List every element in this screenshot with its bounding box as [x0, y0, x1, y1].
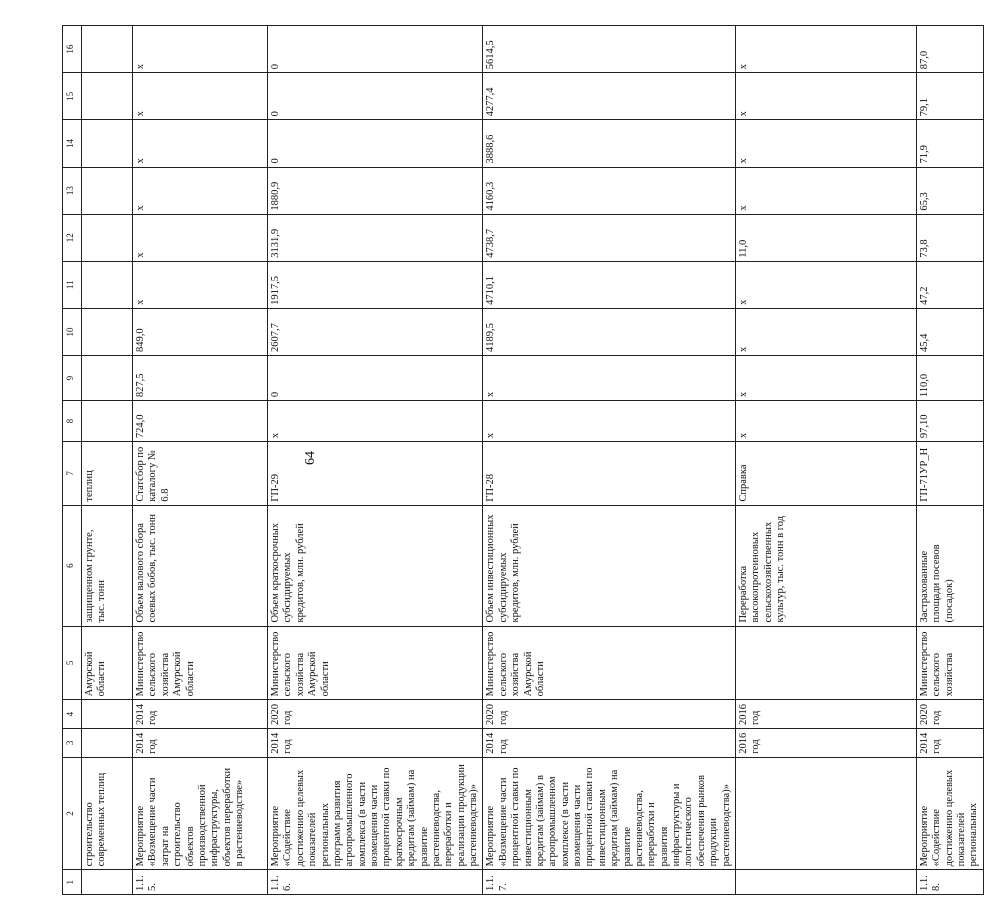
- table-cell: Министерство сельского хозяйства Амурской области: [483, 626, 736, 700]
- table-cell: [82, 73, 133, 120]
- table-cell: 110,0: [916, 356, 983, 401]
- table-cell: Справка: [735, 442, 916, 506]
- table-cell: [735, 870, 916, 895]
- table-cell: 71,9: [916, 120, 983, 167]
- column-header: 11: [63, 261, 82, 308]
- table-cell: Мероприятие «Возмещение части затрат на строительство объектов производственной инфраструктуры, объектов переработки в растениеводстве»: [133, 757, 268, 870]
- table-cell: х: [735, 308, 916, 355]
- table-cell: х: [735, 167, 916, 214]
- table-cell: 827,5: [133, 356, 268, 401]
- rotated-table-wrapper: [62, 25, 980, 895]
- table-cell: Мероприятие «Содействие достижению целевых показателей региональных программ развития агропромышленного комплекса (в части возмещения части процентной ставки по краткосрочным кредитам (займам) на развитие растениеводства, переработки и реализации продукции растениеводства)»: [268, 757, 483, 870]
- table-cell: 0: [268, 26, 483, 73]
- table-body: [82, 26, 984, 895]
- table-cell: 1.1.7.: [483, 870, 736, 895]
- indicators-table: [62, 25, 984, 895]
- table-cell: 2014 год: [133, 729, 268, 758]
- column-header: 4: [63, 700, 82, 729]
- table-cell: 0: [268, 356, 483, 401]
- table-cell: 0: [268, 73, 483, 120]
- table-cell: [82, 729, 133, 758]
- column-header: 9: [63, 356, 82, 401]
- table-cell: х: [133, 120, 268, 167]
- table-cell: х: [735, 401, 916, 442]
- table-cell: 2607,7: [268, 308, 483, 355]
- table-cell: Переработка высокопротеиновых сельскохозяйственных культур, тыс. тонн в год: [735, 505, 916, 626]
- table-cell: 2014 год: [483, 729, 736, 758]
- table-cell: 1880,9: [268, 167, 483, 214]
- column-header: 3: [63, 729, 82, 758]
- column-header: 6: [63, 505, 82, 626]
- table-cell: 1.1.5.: [133, 870, 268, 895]
- table-cell: Министерство сельского хозяйства: [916, 626, 983, 700]
- table-cell: 4160,3: [483, 167, 736, 214]
- table-cell: 97,10: [916, 401, 983, 442]
- table-row: [268, 26, 483, 895]
- table-cell: х: [483, 401, 736, 442]
- table-cell: 73,8: [916, 214, 983, 261]
- table-cell: ГП-71УР_Н: [916, 442, 983, 506]
- table-row: [483, 26, 736, 895]
- table-cell: 2020 год: [916, 700, 983, 729]
- table-cell: строительство современных теплиц: [82, 757, 133, 870]
- table-cell: [735, 757, 916, 870]
- table-cell: 79,1: [916, 73, 983, 120]
- table-row: [133, 26, 268, 895]
- table-cell: 2014 год: [916, 729, 983, 758]
- table-cell: Мероприятие «Содействие достижению целевых показателей региональных: [916, 757, 983, 870]
- table-cell: Объем инвестиционных субсидируемых кредитов, млн. рублей: [483, 505, 736, 626]
- table-cell: 5614,5: [483, 26, 736, 73]
- table-cell: 65,3: [916, 167, 983, 214]
- table-cell: 11,0: [735, 214, 916, 261]
- table-cell: х: [735, 120, 916, 167]
- column-header: 1: [63, 870, 82, 895]
- column-header: 8: [63, 401, 82, 442]
- table-cell: [82, 26, 133, 73]
- table-cell: Мероприятие «Возмещение части процентной ставки по инвестиционным кредитам (займам) в агропромышленном комплексе (в части возмещения части процентной ставки по инвестиционным кредитам (займам) на развитие растениеводства, переработки и развития инфраструктуры и логистического обеспечения рынков продукции растениеводства)»: [483, 757, 736, 870]
- table-cell: 2020 год: [268, 700, 483, 729]
- table-cell: х: [133, 214, 268, 261]
- table-cell: [82, 870, 133, 895]
- table-cell: 4277,4: [483, 73, 736, 120]
- column-header: 16: [63, 26, 82, 73]
- column-header: 2: [63, 757, 82, 870]
- column-header: 13: [63, 167, 82, 214]
- table-cell: 2014 год: [268, 729, 483, 758]
- table-cell: Объем валового сбора соевых бобов, тыс. тонн: [133, 505, 268, 626]
- table-cell: Статсбор по каталогу № 6.8: [133, 442, 268, 506]
- table-cell: х: [133, 73, 268, 120]
- column-header: 7: [63, 442, 82, 506]
- table-cell: [82, 356, 133, 401]
- table-cell: х: [483, 356, 736, 401]
- table-cell: 1.1.6.: [268, 870, 483, 895]
- table-cell: х: [735, 26, 916, 73]
- table-cell: ГП-28: [483, 442, 736, 506]
- table-cell: 3888,6: [483, 120, 736, 167]
- column-header: 5: [63, 626, 82, 700]
- table-cell: Застрахованные площади посевов (посадок): [916, 505, 983, 626]
- table-row: [916, 26, 983, 895]
- table-cell: 2014 год: [133, 700, 268, 729]
- table-header-row: [63, 26, 82, 895]
- table-cell: Министерство сельского хозяйства Амурской области: [133, 626, 268, 700]
- table-cell: Объем краткосрочных субсидируемых кредитов, млн. рублей: [268, 505, 483, 626]
- table-cell: 1917,5: [268, 261, 483, 308]
- table-cell: х: [735, 356, 916, 401]
- table-cell: Министерство сельского хозяйства Амурской области: [268, 626, 483, 700]
- page-number: 64: [303, 451, 318, 465]
- table-cell: [82, 700, 133, 729]
- table-cell: 849,0: [133, 308, 268, 355]
- table-cell: [735, 626, 916, 700]
- table-cell: 0: [268, 120, 483, 167]
- table-cell: [82, 167, 133, 214]
- table-cell: [82, 214, 133, 261]
- table-cell: [82, 401, 133, 442]
- table-cell: ГП-29: [268, 442, 483, 506]
- table-cell: х: [268, 401, 483, 442]
- table-cell: 45,4: [916, 308, 983, 355]
- table-cell: х: [133, 261, 268, 308]
- table-cell: 47,2: [916, 261, 983, 308]
- table-cell: 1.1.8.: [916, 870, 983, 895]
- column-header: 15: [63, 73, 82, 120]
- table-cell: 724,0: [133, 401, 268, 442]
- table-cell: [82, 308, 133, 355]
- table-cell: защищенном грунте, тыс. тонн: [82, 505, 133, 626]
- column-header: 12: [63, 214, 82, 261]
- table-cell: х: [133, 26, 268, 73]
- table-cell: 3131,9: [268, 214, 483, 261]
- table-cell: теплиц: [82, 442, 133, 506]
- table-cell: Амурской области: [82, 626, 133, 700]
- table-cell: 87,0: [916, 26, 983, 73]
- table-cell: х: [735, 73, 916, 120]
- table-cell: 2016 год: [735, 729, 916, 758]
- column-header: 10: [63, 308, 82, 355]
- column-header: 14: [63, 120, 82, 167]
- table-cell: 4710,1: [483, 261, 736, 308]
- table-cell: х: [133, 167, 268, 214]
- table-row: [735, 26, 916, 895]
- table-cell: [82, 120, 133, 167]
- table-cell: 4738,7: [483, 214, 736, 261]
- table-row: [82, 26, 133, 895]
- table-cell: х: [735, 261, 916, 308]
- table-cell: 2016 год: [735, 700, 916, 729]
- table-cell: [82, 261, 133, 308]
- table-cell: 4189,5: [483, 308, 736, 355]
- table-cell: 2020 год: [483, 700, 736, 729]
